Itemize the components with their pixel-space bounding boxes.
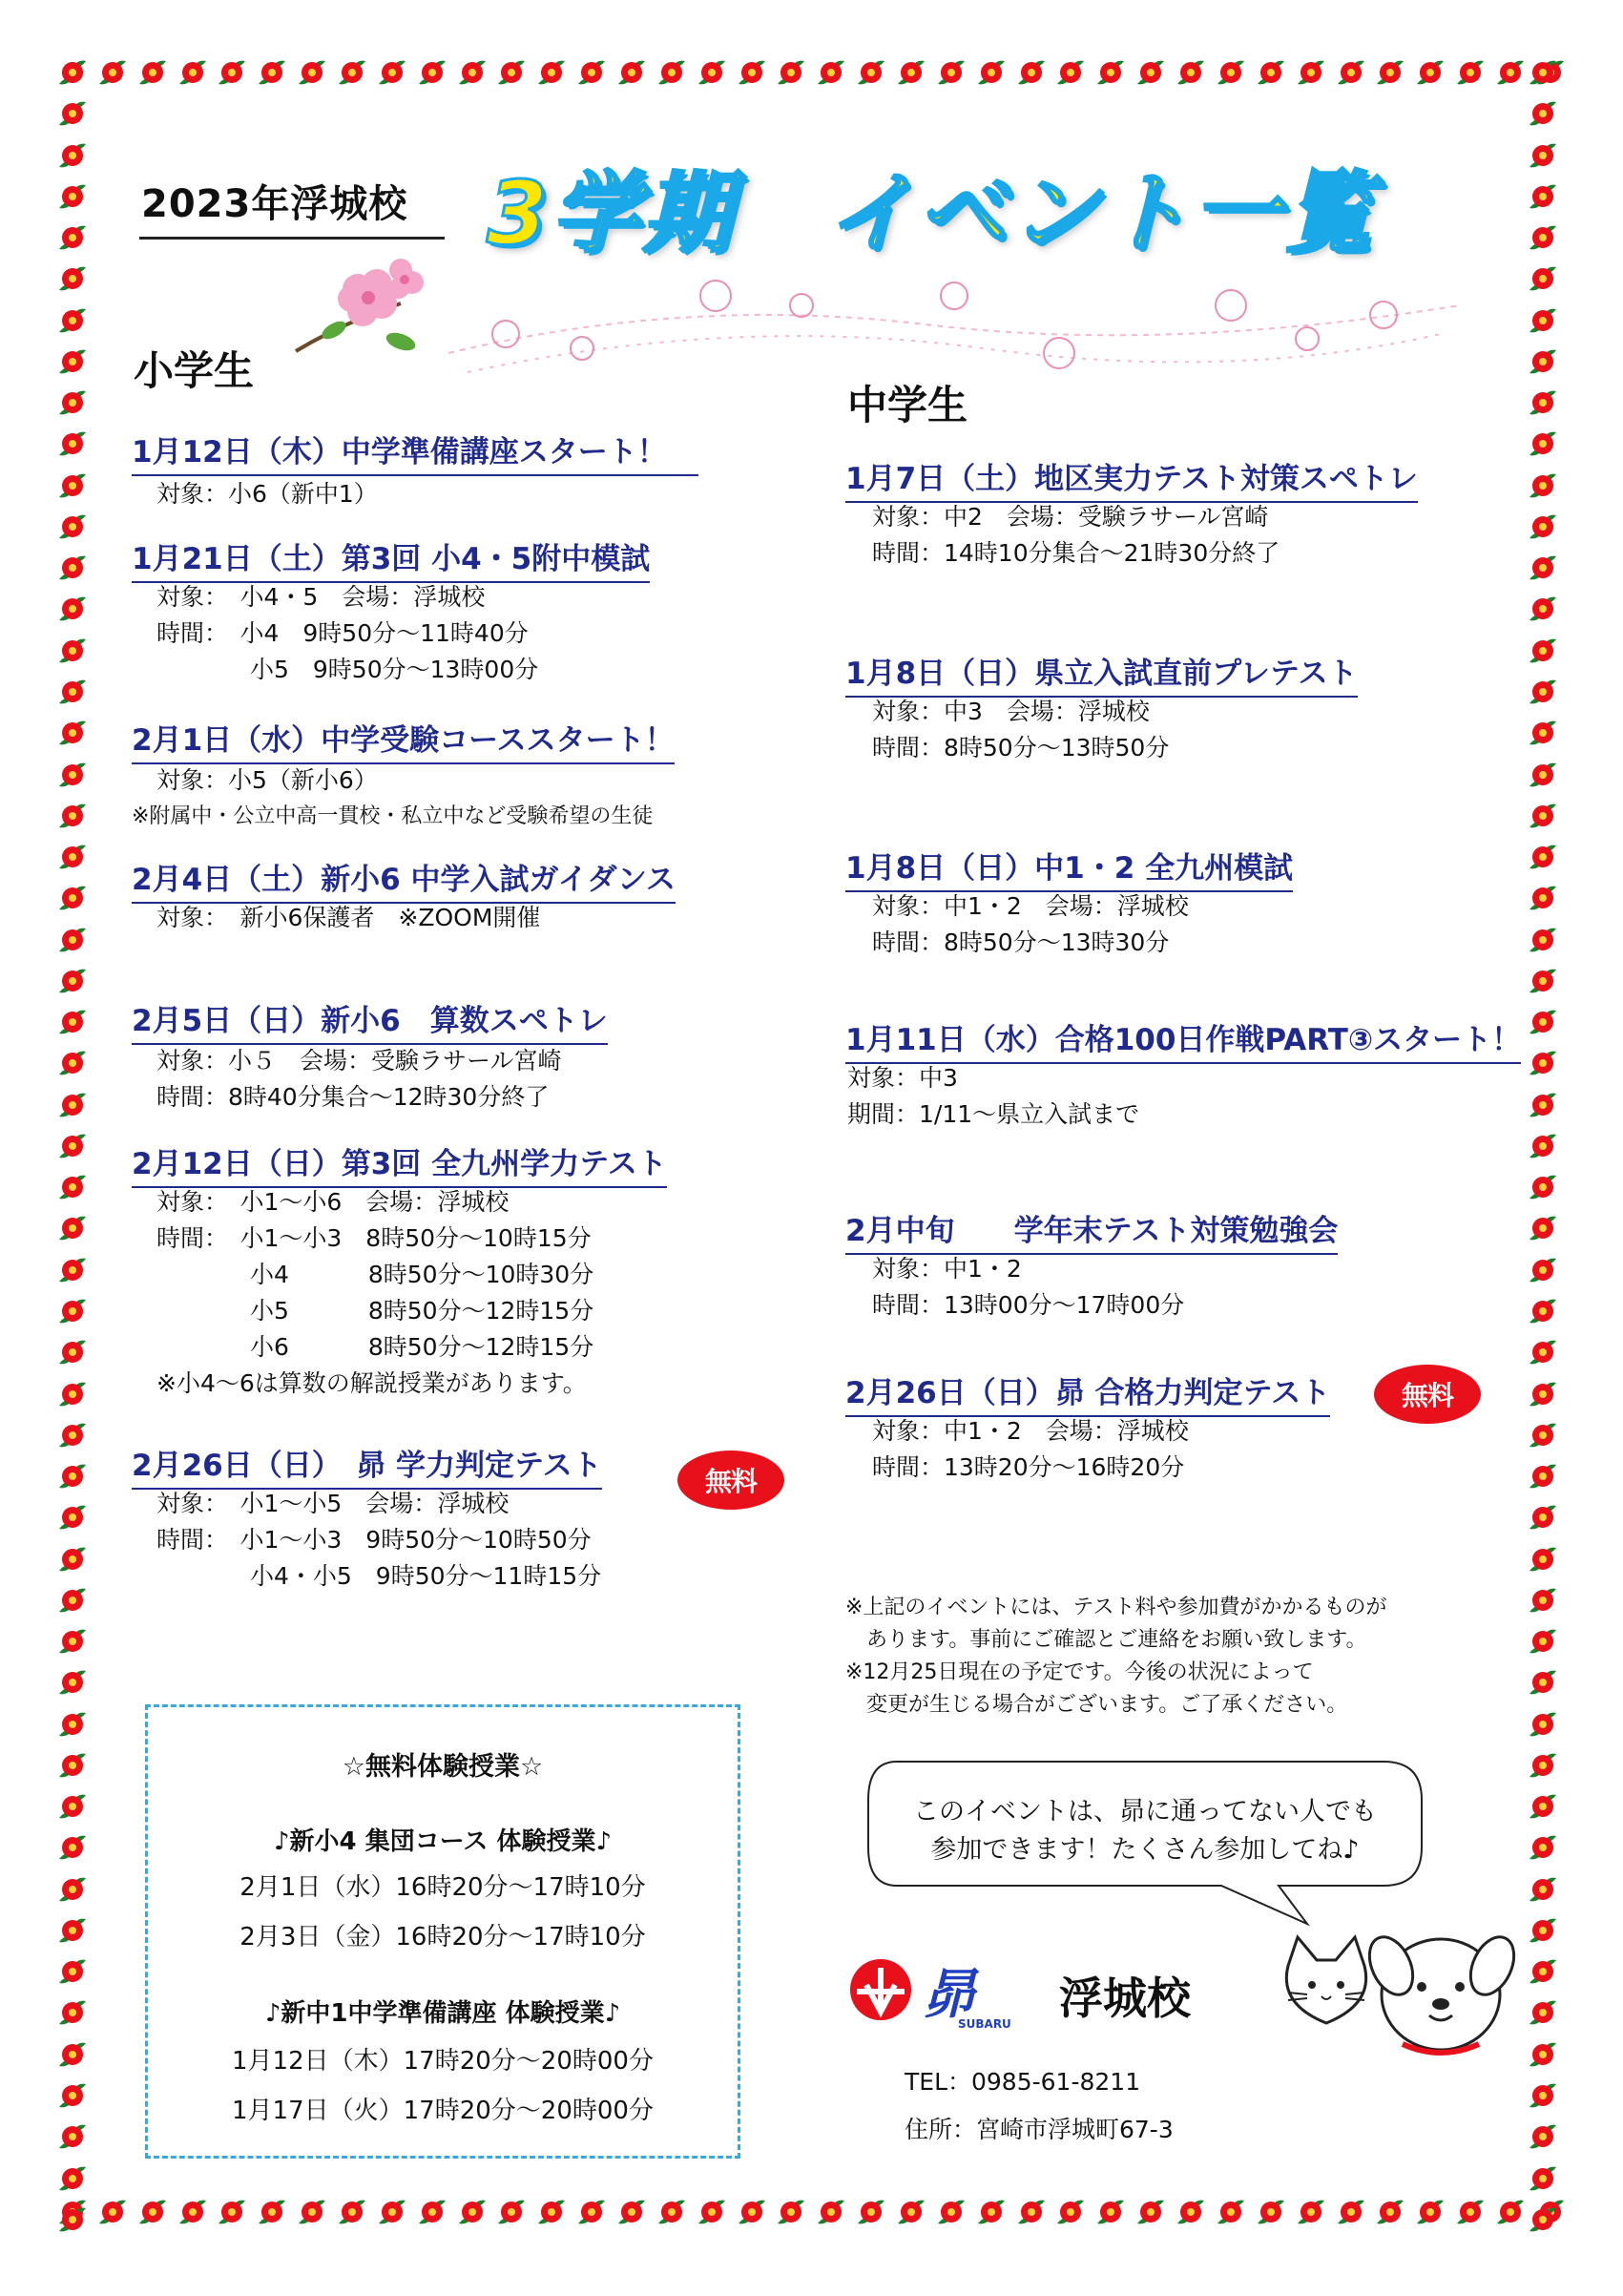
flower-icon (1526, 881, 1560, 915)
event-detail: 対象：小５ 会場：受験ラサール宮崎 (156, 1047, 562, 1075)
flower-icon (55, 510, 90, 544)
flower-border-top (55, 55, 1568, 97)
flower-icon (1526, 1129, 1560, 1163)
flower-icon (1526, 1005, 1560, 1039)
flower-icon (55, 1830, 90, 1865)
flower-icon (55, 1748, 90, 1783)
event-detail: 時間：13時00分～17時00分 (872, 1291, 1185, 1319)
flower-icon (55, 1872, 90, 1907)
flower-icon (55, 1005, 90, 1039)
event-detail: 対象：中3 会場：浮城校 (872, 698, 1150, 725)
flower-icon (1174, 2195, 1208, 2229)
flower-icon (1526, 1665, 1560, 1700)
flower-icon (974, 55, 1009, 90)
flower-icon (215, 55, 249, 90)
flower-icon (1526, 840, 1560, 874)
flower-icon (1526, 1088, 1560, 1122)
event-title: 2月5日（日）新小6 算数スペトレ (132, 996, 608, 1045)
flower-icon (1214, 2195, 1248, 2229)
flower-icon (55, 1913, 90, 1948)
flower-icon (455, 55, 489, 90)
flower-icon (894, 2195, 928, 2229)
event-detail: 対象：中1・2 会場：浮城校 (872, 892, 1189, 920)
phone-number: TEL：0985-61-8211 (905, 2068, 1141, 2096)
flower-icon (1526, 1294, 1560, 1328)
flower-icon (1014, 2195, 1049, 2229)
disclaimer-line: 変更が生じる場合がございます。ご了承ください。 (845, 1693, 1348, 1717)
event-detail: 期間：1/11～県立入試まで (847, 1100, 1140, 1128)
flower-icon (1134, 2195, 1168, 2229)
flower-icon (55, 427, 90, 461)
event-title: 1月7日（土）地区実力テスト対策スペトレ (845, 454, 1418, 503)
mascot-characters-icon (1269, 1928, 1517, 2071)
flower-icon (534, 2195, 569, 2229)
event-detail: 時間： 小1～小3 9時50分～10時50分 (156, 1526, 592, 1554)
flower-icon (135, 55, 170, 90)
flower-icon (814, 2195, 848, 2229)
flower-icon (55, 2202, 90, 2237)
school-name: 浮城校 (1059, 1972, 1191, 2024)
flower-icon (1334, 2195, 1368, 2229)
flower-icon (55, 634, 90, 668)
flower-icon (1373, 55, 1407, 90)
flower-icon (774, 2195, 808, 2229)
flower-icon (55, 2037, 90, 2072)
flower-icon (1093, 55, 1128, 90)
flower-icon (695, 55, 729, 90)
flower-icon (55, 344, 90, 379)
event-note: ※附属中・公立中高一貫校・私立中など受験希望の生徒 (132, 804, 654, 828)
flower-icon (1526, 1830, 1560, 1865)
school-year-underline (139, 237, 445, 240)
event-detail: 対象：中3 (847, 1064, 958, 1092)
flower-icon (1526, 675, 1560, 709)
flower-icon (55, 1088, 90, 1122)
flower-icon (574, 2195, 609, 2229)
flower-icon (1053, 55, 1088, 90)
flower-icon (375, 2195, 409, 2229)
event-detail: 時間：8時50分～13時50分 (872, 734, 1170, 762)
flower-icon (1526, 1459, 1560, 1493)
trial-date-row: 1月17日（火）17時20分～20時00分 (232, 2097, 654, 2125)
flower-icon (1413, 2195, 1447, 2229)
flower-icon (894, 55, 928, 90)
flower-icon (95, 2195, 130, 2229)
flower-icon (614, 2195, 649, 2229)
flower-icon (1526, 1624, 1560, 1659)
flower-icon (1526, 799, 1560, 833)
flower-icon (1526, 386, 1560, 420)
disclaimer-line: あります。事前にご確認とご連絡をお願い致します。 (845, 1628, 1367, 1652)
flower-icon (55, 1459, 90, 1493)
flower-icon (55, 1624, 90, 1659)
address: 住所：宮崎市浮城町67-3 (905, 2116, 1174, 2143)
flower-icon (295, 55, 329, 90)
subaru-logo-text: 昴 (922, 1964, 975, 2026)
flower-icon (1526, 634, 1560, 668)
flower-icon (1526, 1253, 1560, 1287)
flower-icon (1526, 2202, 1560, 2237)
flower-icon (1526, 55, 1560, 90)
flower-icon (1526, 1707, 1560, 1742)
event-title: 1月12日（木）中学準備講座スタート！ (132, 428, 698, 476)
flower-icon (255, 2195, 289, 2229)
flower-icon (55, 138, 90, 173)
event-detail: 時間：8時50分～13時30分 (872, 929, 1170, 956)
flower-icon (655, 2195, 689, 2229)
elementary-heading: 小学生 (134, 347, 255, 394)
flower-icon (974, 2195, 1009, 2229)
free-badge: 無料 (677, 1451, 784, 1510)
flower-icon (1014, 55, 1049, 90)
flower-icon (1526, 220, 1560, 255)
flower-icon (1526, 1913, 1560, 1948)
flower-icon (55, 1542, 90, 1576)
flower-icon (1526, 592, 1560, 626)
disclaimer-line: ※上記のイベントには、テスト料や参加費がかかるものが (845, 1596, 1387, 1619)
flower-icon (574, 55, 609, 90)
flower-icon (1526, 1872, 1560, 1907)
flower-icon (1453, 2195, 1488, 2229)
flower-icon (55, 179, 90, 214)
flower-icon (55, 1665, 90, 1700)
flower-border-bottom (55, 2195, 1568, 2237)
event-title: 1月11日（水）合格100日作戦PART③スタート！ (845, 1015, 1521, 1064)
event-detail: 対象： 新小6保護者 ※ZOOM開催 (156, 904, 541, 931)
page-title: 3学期 イベント一覧 (487, 162, 1377, 264)
flower-icon (55, 1500, 90, 1534)
flower-icon (1526, 138, 1560, 173)
flower-icon (255, 55, 289, 90)
event-detail: 対象：小5（新小6） (156, 766, 378, 794)
flower-icon (854, 2195, 888, 2229)
free-badge: 無料 (1374, 1365, 1481, 1424)
flower-icon (335, 2195, 369, 2229)
flower-icon (1526, 1542, 1560, 1576)
flower-icon (335, 55, 369, 90)
flower-icon (55, 1335, 90, 1369)
subaru-logo-icon (847, 1956, 914, 2023)
event-detail: 対象： 小1～小5 会場：浮城校 (156, 1490, 510, 1517)
trial-group-heading: ♪新中1中学準備講座 体験授業♪ (264, 1999, 621, 2028)
flower-icon (55, 303, 90, 338)
trial-date-row: 2月3日（金）16時20分～17時10分 (239, 1923, 646, 1952)
event-title: 2月26日（日）昴 合格力判定テスト (845, 1368, 1330, 1417)
event-title: 2月4日（土）新小6 中学入試ガイダンス (132, 855, 676, 904)
flower-icon (494, 55, 529, 90)
flower-icon (55, 96, 90, 131)
flower-border-right (1526, 55, 1568, 2237)
flower-icon (55, 964, 90, 998)
flower-icon (55, 1253, 90, 1287)
flower-icon (1526, 1954, 1560, 1989)
flower-icon (1526, 1046, 1560, 1080)
trial-group-heading: ♪新小4 集団コース 体験授業♪ (273, 1827, 613, 1856)
event-title: 1月8日（日）県立入試直前プレテスト (845, 649, 1358, 698)
flower-icon (1526, 1211, 1560, 1245)
flower-icon (55, 1211, 90, 1245)
flower-icon (135, 2195, 170, 2229)
flower-icon (695, 2195, 729, 2229)
flower-icon (614, 55, 649, 90)
flower-icon (735, 55, 769, 90)
flower-icon (55, 1954, 90, 1989)
flower-icon (1093, 2195, 1128, 2229)
junior-high-heading: 中学生 (847, 382, 968, 428)
flower-icon (55, 386, 90, 420)
event-detail: 対象： 小1～小6 会場：浮城校 (156, 1188, 510, 1216)
flower-icon (55, 1583, 90, 1618)
flower-icon (1526, 1583, 1560, 1618)
flower-icon (1526, 551, 1560, 585)
event-detail: 対象：中2 会場：受験ラサール宮崎 (872, 503, 1269, 531)
flower-icon (1526, 96, 1560, 131)
flower-icon (55, 1170, 90, 1204)
flower-icon (55, 1046, 90, 1080)
flower-icon (934, 55, 968, 90)
flower-icon (1526, 469, 1560, 503)
flower-icon (774, 55, 808, 90)
flower-icon (1254, 2195, 1288, 2229)
flower-icon (55, 1418, 90, 1452)
flower-icon (55, 2119, 90, 2154)
event-title: 2月12日（日）第3回 全九州学力テスト (132, 1139, 667, 1188)
event-title: 2月1日（水）中学受験コーススタート！ (132, 716, 675, 764)
flower-icon (1526, 427, 1560, 461)
sakura-ribbon-decoration (448, 258, 1460, 391)
flower-icon (1214, 55, 1248, 90)
flower-icon (1526, 2119, 1560, 2154)
flower-icon (934, 2195, 968, 2229)
bubble-line: 参加できます！たくさん参加してね♪ (930, 1835, 1360, 1865)
flower-icon (1526, 1377, 1560, 1411)
flower-icon (55, 1294, 90, 1328)
flower-icon (55, 1995, 90, 2030)
subaru-logo-subtext: SUBARU (958, 2017, 1011, 2031)
flower-icon (1526, 1170, 1560, 1204)
event-detail: 時間：8時40分集合～12時30分終了 (156, 1083, 550, 1111)
flower-icon (1526, 758, 1560, 792)
event-detail: 小5 8時50分～12時15分 (250, 1297, 594, 1325)
flower-icon (1493, 2195, 1528, 2229)
trial-date-row: 2月1日（水）16時20分～17時10分 (239, 1873, 646, 1902)
cherry-blossom-icon (286, 246, 429, 361)
flower-icon (1526, 1418, 1560, 1452)
flower-icon (455, 2195, 489, 2229)
event-detail: 小6 8時50分～12時15分 (250, 1333, 594, 1361)
school-year-label: 2023年浮城校 (141, 182, 408, 226)
flower-icon (1254, 55, 1288, 90)
flower-icon (814, 55, 848, 90)
flower-icon (1413, 55, 1447, 90)
flower-icon (1053, 2195, 1088, 2229)
flower-icon (55, 1129, 90, 1163)
event-title: 2月中旬 学年末テスト対策勉強会 (845, 1206, 1338, 1255)
flower-icon (1294, 2195, 1328, 2229)
flower-icon (55, 220, 90, 255)
bubble-line: このイベントは、昴に通ってない人でも (913, 1797, 1377, 1826)
flower-icon (1526, 261, 1560, 296)
flower-icon (55, 592, 90, 626)
event-detail: 小4・小5 9時50分～11時15分 (250, 1562, 602, 1590)
flower-icon (1526, 964, 1560, 998)
event-detail: 時間： 小1～小3 8時50分～10時15分 (156, 1224, 592, 1252)
flower-icon (1373, 2195, 1407, 2229)
event-detail: 時間：14時10分集合～21時30分終了 (872, 539, 1280, 567)
flower-icon (55, 1789, 90, 1824)
event-detail: 小5 9時50分～13時00分 (250, 656, 539, 683)
flower-icon (1526, 303, 1560, 338)
flower-icon (1526, 1789, 1560, 1824)
free-trial-box (145, 1704, 740, 2159)
flower-icon (55, 261, 90, 296)
flower-icon (55, 758, 90, 792)
event-detail: 小4 8時50分～10時30分 (250, 1261, 594, 1288)
event-title: 1月21日（土）第3回 小4・5附中模試 (132, 534, 650, 583)
flower-icon (1526, 2078, 1560, 2113)
flower-icon (1526, 510, 1560, 544)
flower-icon (1526, 1995, 1560, 2030)
flower-icon (655, 55, 689, 90)
flower-icon (55, 881, 90, 915)
event-detail: ※小4～6は算数の解説授業があります。 (156, 1369, 587, 1397)
flower-icon (735, 2195, 769, 2229)
flower-icon (1526, 2161, 1560, 2196)
flower-icon (415, 55, 449, 90)
flower-icon (1526, 344, 1560, 379)
event-detail: 対象：小6（新中1） (156, 480, 378, 508)
flower-icon (55, 923, 90, 957)
flower-icon (375, 55, 409, 90)
flower-icon (1294, 55, 1328, 90)
free-trial-title: ☆無料体験授業☆ (342, 1752, 544, 1782)
flower-icon (1134, 55, 1168, 90)
flower-icon (55, 469, 90, 503)
flower-icon (55, 55, 90, 90)
flower-icon (176, 55, 210, 90)
flower-icon (55, 2161, 90, 2196)
flower-icon (55, 840, 90, 874)
flower-icon (55, 1377, 90, 1411)
flower-icon (494, 2195, 529, 2229)
flower-icon (95, 55, 130, 90)
flower-border-left (55, 55, 97, 2237)
event-detail: 対象：中1・2 会場：浮城校 (872, 1417, 1189, 1445)
flower-icon (1493, 55, 1528, 90)
flower-icon (1334, 55, 1368, 90)
flower-icon (55, 2078, 90, 2113)
flower-icon (1526, 716, 1560, 750)
flower-icon (1526, 923, 1560, 957)
trial-date-row: 1月12日（木）17時20分～20時00分 (232, 2047, 654, 2076)
flower-icon (1526, 2037, 1560, 2072)
event-detail: 対象： 小4・5 会場：浮城校 (156, 583, 486, 611)
flower-icon (1174, 55, 1208, 90)
event-title: 1月8日（日）中1・2 全九州模試 (845, 844, 1293, 892)
flower-icon (415, 2195, 449, 2229)
event-detail: 時間： 小4 9時50分～11時40分 (156, 619, 529, 647)
flower-icon (1453, 55, 1488, 90)
flower-icon (215, 2195, 249, 2229)
flower-icon (55, 1707, 90, 1742)
event-detail: 時間：13時20分～16時20分 (872, 1453, 1185, 1481)
flower-icon (295, 2195, 329, 2229)
flower-icon (534, 55, 569, 90)
flower-icon (55, 716, 90, 750)
flower-icon (176, 2195, 210, 2229)
flower-icon (1526, 1335, 1560, 1369)
flower-icon (55, 675, 90, 709)
event-detail: 対象：中1・2 (872, 1255, 1022, 1283)
flower-icon (854, 55, 888, 90)
flower-icon (1526, 179, 1560, 214)
event-title: 2月26日（日） 昴 学力判定テスト (132, 1441, 602, 1490)
disclaimer-line: ※12月25日現在の予定です。今後の状況によって (845, 1660, 1314, 1684)
flower-icon (1526, 1500, 1560, 1534)
flower-icon (55, 551, 90, 585)
flower-icon (1526, 1748, 1560, 1783)
flower-icon (55, 799, 90, 833)
